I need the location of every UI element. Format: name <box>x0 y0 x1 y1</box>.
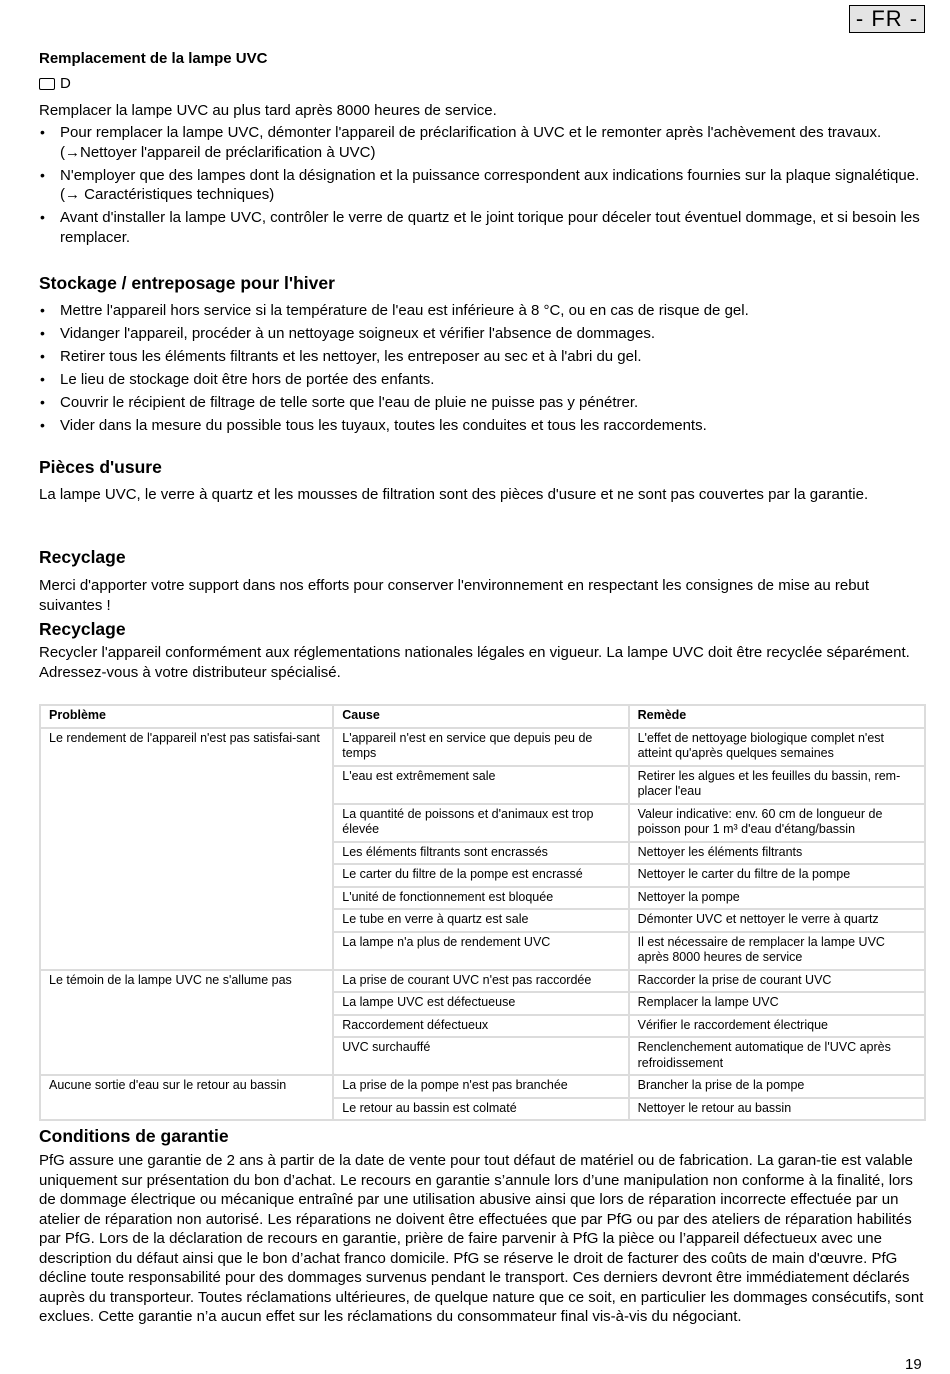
cause-cell: Les éléments filtrants sont encrassés <box>333 842 628 865</box>
warranty-section-text: PfG assure une garantie de 2 ans à partir de la date de vente pour tout défaut de matériel ou de fabrication. La garan-tie est valable uniquement sur présentation du bon d’achat. Le recours en garantie s’annule lors d’une manipulation non conforme à la finalité, lors de dommage électrique ou mécanique entraîné par une utilisation abusive ainsi que lors de réparation incorrecte effectuée par un atelier de réparation non autorisé. Les réparations ne doivent être effectuées que par PfG ou par des ateliers de réparation habilités par PfG. Lors de la déclaration de recours en garantie, prière de faire parvenir à PfG la pièce ou l’appareil défectueux avec une description du défaut ainsi que le bon d’achat franco domicile. PfG se réserve le droit de facturer des coûts de main d'œuvre. PfG décline toute responsabilité pour des dommages survenus pendant le transport. Ces derniers devront être immédiatement déclarés auprès du transporteur. Toutes réclamations ultérieures, de quelque nature que ce soit, en particulier les dommages consécutifs, sont exclues. Cette garantie n’a aucun effet sur les réclamations du consommateur final vis-à-vis du négociant. <box>39 1152 924 1325</box>
column-header: Problème <box>40 705 333 728</box>
remedy-cell: Retirer les algues et les feuilles du bassin, rem-placer l'eau <box>629 766 925 804</box>
list-item: • Mettre l'appareil hors service si la température de l'eau est inférieure à 8 °C, ou en cas de risque de gel. <box>39 301 927 321</box>
cause-cell: Le tube en verre à quartz est sale <box>333 909 628 932</box>
uvc-intro: Remplacer la lampe UVC au plus tard après 8000 heures de service. <box>39 102 497 119</box>
remedy-cell: Brancher la prise de la pompe <box>629 1075 925 1098</box>
recycling-subtitle: Recyclage <box>39 619 126 639</box>
cause-cell: Raccordement défectueux <box>333 1015 628 1038</box>
recycling-section-text: Merci d'apporter votre support dans nos efforts pour conserver l'environnement en respectant les consignes de mise au rebut suivantes ! <box>39 577 870 614</box>
remedy-cell: Il est nécessaire de remplacer la lampe UVC après 8000 heures de service <box>629 932 925 970</box>
cause-cell: La prise de courant UVC n'est pas raccordée <box>333 970 628 993</box>
remedy-cell: Démonter UVC et nettoyer le verre à quartz <box>629 909 925 932</box>
remedy-cell: Raccorder la prise de courant UVC <box>629 970 925 993</box>
cause-cell: La lampe n'a plus de rendement UVC <box>333 932 628 970</box>
troubleshooting-table <box>39 704 926 1121</box>
list-item: • Avant d'installer la lampe UVC, contrôler le verre de quartz et le joint torique pour déceler tout éventuel dommage, et si besoin les remplacer. <box>39 208 927 247</box>
problem-cell: Aucune sortie d'eau sur le retour au bassin <box>40 1075 333 1120</box>
wear-section-title: Pièces d'usure <box>39 457 162 477</box>
cause-cell: L'appareil n'est en service que depuis peu de temps <box>333 728 628 766</box>
cause-cell: L'unité de fonctionnement est bloquée <box>333 887 628 910</box>
problem-cell: Le rendement de l'appareil n'est pas satisfai-sant <box>40 728 333 970</box>
lamp-box-icon <box>39 78 55 90</box>
table-row <box>40 728 925 766</box>
cause-cell: La lampe UVC est défectueuse <box>333 992 628 1015</box>
list-item: • Retirer tous les éléments filtrants et les nettoyer, les entreposer au sec et à l'abri du gel. <box>39 347 927 367</box>
uvc-icon-label: D <box>60 75 71 92</box>
list-item: • Le lieu de stockage doit être hors de portée des enfants. <box>39 370 927 390</box>
table-header-row <box>40 705 925 728</box>
table-row <box>40 970 925 993</box>
remedy-cell: Nettoyer la pompe <box>629 887 925 910</box>
wear-section-text: La lampe UVC, le verre à quartz et les mousses de filtration sont des pièces d'usure et ne sont pas couvertes par la garantie. <box>39 486 869 503</box>
problem-cell: Le témoin de la lampe UVC ne s'allume pas <box>40 970 333 1076</box>
remedy-cell: Remplacer la lampe UVC <box>629 992 925 1015</box>
uvc-icon-line <box>39 75 71 92</box>
uvc-section-title: Remplacement de la lampe UVC <box>39 50 268 67</box>
list-item: • Vider dans la mesure du possible tous les tuyaux, toutes les conduites et tous les raccordements. <box>39 416 927 436</box>
language-badge: - FR - <box>849 5 925 33</box>
column-header: Remède <box>629 705 925 728</box>
column-header: Cause <box>333 705 628 728</box>
storage-section-title: Stockage / entreposage pour l'hiver <box>39 273 335 293</box>
cause-cell: L'eau est extrêmement sale <box>333 766 628 804</box>
warranty-section-title: Conditions de garantie <box>39 1126 229 1146</box>
cause-cell: La prise de la pompe n'est pas branchée <box>333 1075 628 1098</box>
remedy-cell: Valeur indicative: env. 60 cm de longueur de poisson pour 1 m³ d'eau d'étang/bassin <box>629 804 925 842</box>
remedy-cell: L'effet de nettoyage biologique complet n'est atteint qu'après quelques semaines <box>629 728 925 766</box>
table-row <box>40 1075 925 1098</box>
remedy-cell: Nettoyer le carter du filtre de la pompe <box>629 864 925 887</box>
recycling-section-title: Recyclage <box>39 547 126 567</box>
remedy-cell: Nettoyer les éléments filtrants <box>629 842 925 865</box>
list-item: • N'employer que des lampes dont la désignation et la puissance correspondent aux indications fournies sur la plaque signalétique. (→ Caractéristiques techniques) <box>39 166 927 205</box>
remedy-cell: Nettoyer le retour au bassin <box>629 1098 925 1121</box>
list-item: • Vidanger l'appareil, procéder à un nettoyage soigneux et vérifier l'absence de dommages. <box>39 324 927 344</box>
uvc-bullet-list <box>39 123 927 251</box>
remedy-cell: Renclenchement automatique de l'UVC après refroidissement <box>629 1037 925 1075</box>
list-item: • Pour remplacer la lampe UVC, démonter l'appareil de préclarification à UVC et le remonter après l'achèvement des travaux. (→Nettoyer l'appareil de préclarification à UVC) <box>39 123 927 162</box>
page-number: 19 <box>905 1356 922 1373</box>
storage-bullet-list <box>39 301 927 439</box>
cause-cell: Le retour au bassin est colmaté <box>333 1098 628 1121</box>
cause-cell: La quantité de poissons et d'animaux est trop élevée <box>333 804 628 842</box>
remedy-cell: Vérifier le raccordement électrique <box>629 1015 925 1038</box>
recycling-subtext: Recycler l'appareil conformément aux réglementations nationales légales en vigueur. La lampe UVC doit être recyclée séparément. Adressez-vous à votre distributeur spécialisé. <box>39 644 910 681</box>
cause-cell: UVC surchauffé <box>333 1037 628 1075</box>
cause-cell: Le carter du filtre de la pompe est encrassé <box>333 864 628 887</box>
list-item: • Couvrir le récipient de filtrage de telle sorte que l'eau de pluie ne puisse pas y pénétrer. <box>39 393 927 413</box>
